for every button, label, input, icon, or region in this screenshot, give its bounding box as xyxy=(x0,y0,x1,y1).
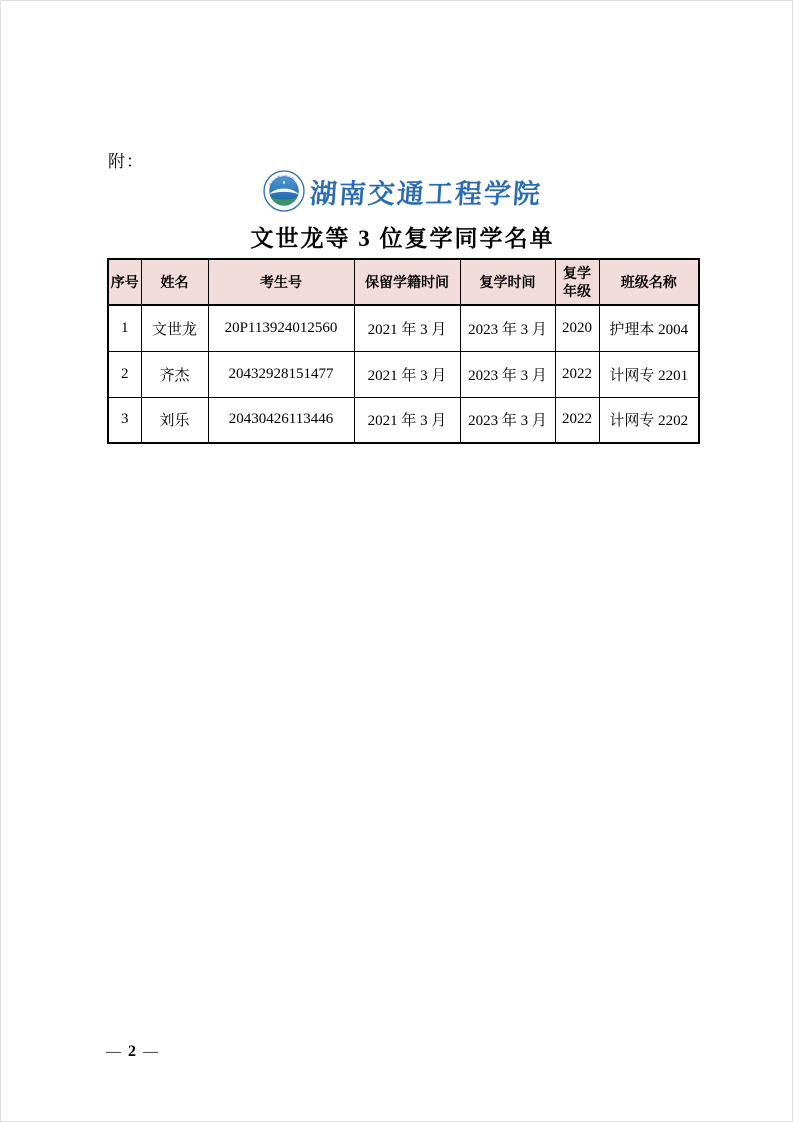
column-header-retained-time: 保留学籍时间 xyxy=(354,259,460,305)
table-row xyxy=(108,351,699,397)
school-brand xyxy=(107,169,698,213)
school-emblem-icon xyxy=(263,170,305,212)
cell-index: 1 xyxy=(108,305,141,351)
cell-exam-number: 20430426113446 xyxy=(208,397,354,443)
cell-class-name: 计网专 2201 xyxy=(599,351,699,397)
column-header-exam-number: 考生号 xyxy=(208,259,354,305)
cell-resume-grade: 2020 xyxy=(555,305,599,351)
cell-resume-time: 2023 年 3 月 xyxy=(460,397,555,443)
cell-resume-grade: 2022 xyxy=(555,397,599,443)
cell-resume-time: 2023 年 3 月 xyxy=(460,351,555,397)
students-table xyxy=(107,258,700,444)
cell-resume-grade: 2022 xyxy=(555,351,599,397)
cell-name: 齐杰 xyxy=(141,351,208,397)
cell-class-name: 护理本 2004 xyxy=(599,305,699,351)
table-header-row xyxy=(108,259,699,305)
cell-resume-time: 2023 年 3 月 xyxy=(460,305,555,351)
cell-index: 2 xyxy=(108,351,141,397)
column-header-resume-time: 复学时间 xyxy=(460,259,555,305)
table-row xyxy=(108,305,699,351)
cell-class-name: 计网专 2202 xyxy=(599,397,699,443)
cell-retained-time: 2021 年 3 月 xyxy=(354,397,460,443)
footer-dash-left: — xyxy=(106,1044,122,1060)
school-name: 湖南交通工程学院 xyxy=(308,178,543,209)
column-header-resume-grade: 复学年级 xyxy=(555,259,599,305)
cell-exam-number: 20P113924012560 xyxy=(208,305,354,351)
page-footer xyxy=(106,1043,159,1061)
column-header-index: 序号 xyxy=(108,259,141,305)
cell-retained-time: 2021 年 3 月 xyxy=(354,305,460,351)
svg-text:湖南交通工程学院: 湖南交通工程学院 xyxy=(268,174,296,188)
page-number: 2 xyxy=(128,1043,137,1060)
column-header-name: 姓名 xyxy=(141,259,208,305)
footer-dash-right: — xyxy=(143,1044,159,1060)
cell-exam-number: 20432928151477 xyxy=(208,351,354,397)
cell-index: 3 xyxy=(108,397,141,443)
table-row xyxy=(108,397,699,443)
cell-name: 文世龙 xyxy=(141,305,208,351)
page-title: 文世龙等 3 位复学同学名单 xyxy=(250,226,555,251)
attachment-label: 附： xyxy=(108,152,144,171)
cell-name: 刘乐 xyxy=(141,397,208,443)
column-header-class-name: 班级名称 xyxy=(599,259,699,305)
cell-retained-time: 2021 年 3 月 xyxy=(354,351,460,397)
document-header xyxy=(107,169,698,253)
